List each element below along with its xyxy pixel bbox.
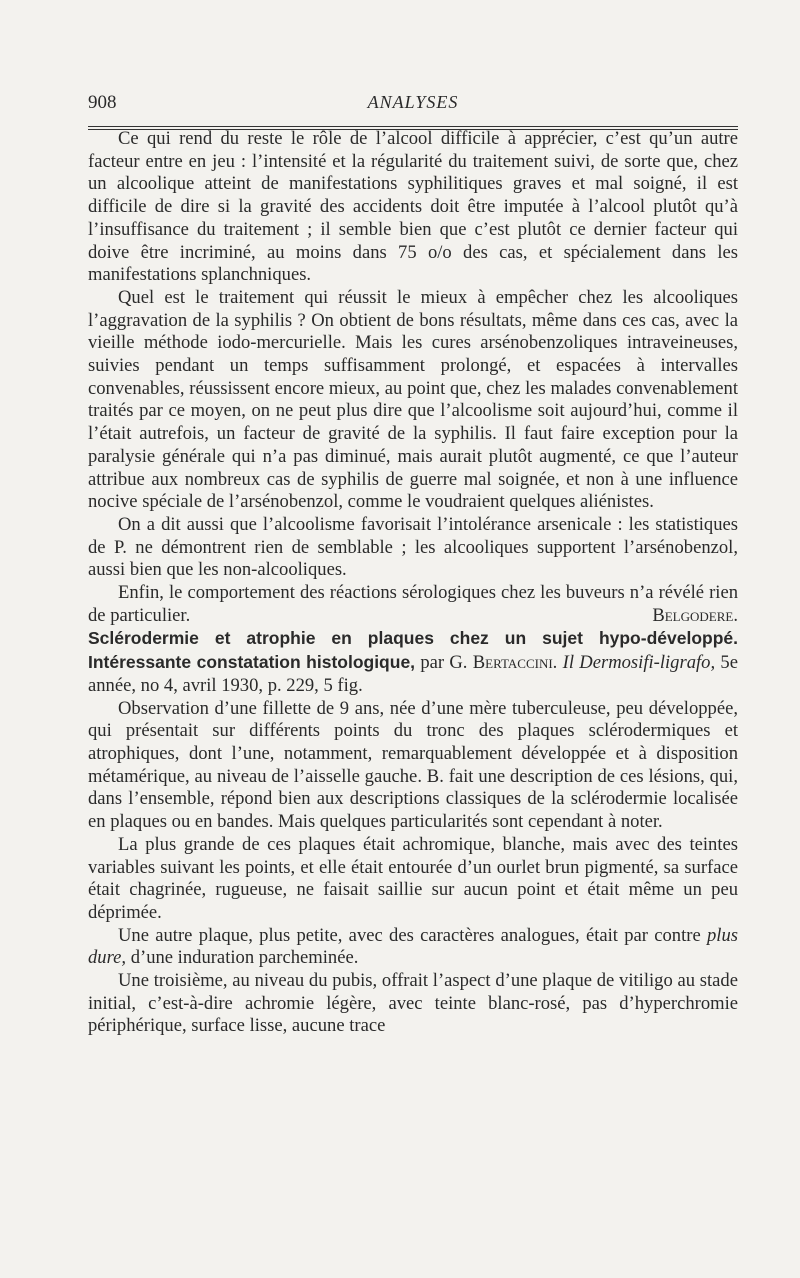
paragraph: Observation d’une fillette de 9 ans, née d’une mère tuberculeuse, peu développée, qui présentait sur différents points du tronc des plaques sclérodermiques et atrophiques, dont l’une, notamment, remarquablement développée et à disposition métamérique, au niveau de l’aisselle gauche. B. fait une description de ces lésions, qui, dans l’ensemble, répond bien aux descriptions classiques de la sclérodermie localisée en plaques ou en bandes. Mais quelques particularités sont cependant à noter. bbox=[88, 697, 738, 833]
paragraph: Ce qui rend du reste le rôle de l’alcool difficile à apprécier, c’est qu’un autre facteur entre en jeu : l’intensité et la régularité du traitement suivi, de sorte que, chez un alcoolique atteint de manifestations syphilitiques graves et mal soigné, il est difficile de dire si la gravité des accidents doit être imputée à l’alcool plutôt qu’à l’insuffisance du traitement ; il semble bien que c’est plutôt ce dernier facteur qui doive être incriminé, au moins dans 75 o/o des cas, et spécialement dans les manifestations splanchniques. bbox=[88, 128, 738, 286]
article-by: par G. bbox=[420, 652, 468, 674]
paragraph: La plus grande de ces plaques était achromique, blanche, mais avec des teintes variables suivant les points, et elle était entourée d’un ourlet brun pigmenté, sa surface était chagrinée, rugueuse, ne faisait saillie sur aucun point et était même un peu déprimée. bbox=[88, 833, 738, 923]
paragraph: Enfin, le comportement des réactions sérologiques chez les buveurs n’a révélé rien de particulier. bbox=[88, 582, 738, 626]
paragraph: Une troisième, au niveau du pubis, offrait l’aspect d’une plaque de vitiligo au stade initial, c’est-à-dire achromie légère, avec teinte blanc-rosé, pas d’hyperchromie périphérique, surface lisse, aucune trace bbox=[88, 970, 738, 1037]
article-author: Bertaccini. bbox=[472, 652, 558, 674]
paragraph: On a dit aussi que l’alcoolisme favorisait l’intolérance arsenicale : les statistiques de P. ne démontrent rien de semblable ; les alcooliques supportent l’arsénobenzol, aussi bien que les non-alcooliques. bbox=[88, 513, 738, 581]
emphasis-text: plus dure, bbox=[88, 924, 738, 969]
paragraph bbox=[88, 925, 738, 970]
page-header bbox=[88, 92, 738, 116]
body-text bbox=[88, 128, 738, 1038]
paragraph: Quel est le traitement qui réussit le mieux à empêcher chez les alcooliques l’aggravation de la syphilis ? On obtient de bons résultats, même dans ces cas, avec la vieille méthode iodo-mercurielle. Mais les cures arsénobenzoliques intraveineuses, suivies pendant un temps suffisamment prolongé, et espacées à intervalles convenables, réussissent encore mieux, au point que, chez les malades convenablement traités par ce moyen, on ne peut plus dire que l’alcoolisme soit aujourd’hui, comme il l’était autrefois, un facteur de gravité de la syphilis. Il faut faire exception pour la paralysie générale qui n’a pas diminué, mais aurait plutôt augmenté, ce que l’auteur attribue aux nombreux cas de syphilis de guerre mal soignée, et non à une influence nocive spéciale de l’arsénobenzol, comme le voudraient quelques aliénistes. bbox=[88, 286, 738, 513]
article-heading bbox=[88, 627, 738, 697]
signature: Belgodere. bbox=[652, 604, 738, 626]
running-title: ANALYSES bbox=[367, 92, 459, 112]
article-title: Sclérodermie et atrophie en plaques chez un sujet hypo-développé. Intéressante constatation histologique, bbox=[88, 628, 738, 673]
paragraph-text: d’une induration parcheminée. bbox=[130, 947, 359, 969]
page-number: 908 bbox=[88, 92, 117, 113]
paragraph-text: Une autre plaque, plus petite, avec des caractères analogues, était par contre bbox=[118, 924, 701, 946]
article-journal: Il Dermosifi-ligrafo, bbox=[562, 652, 716, 674]
article-details: 5e année, no 4, avril 1930, p. 229, 5 fig. bbox=[88, 652, 738, 696]
